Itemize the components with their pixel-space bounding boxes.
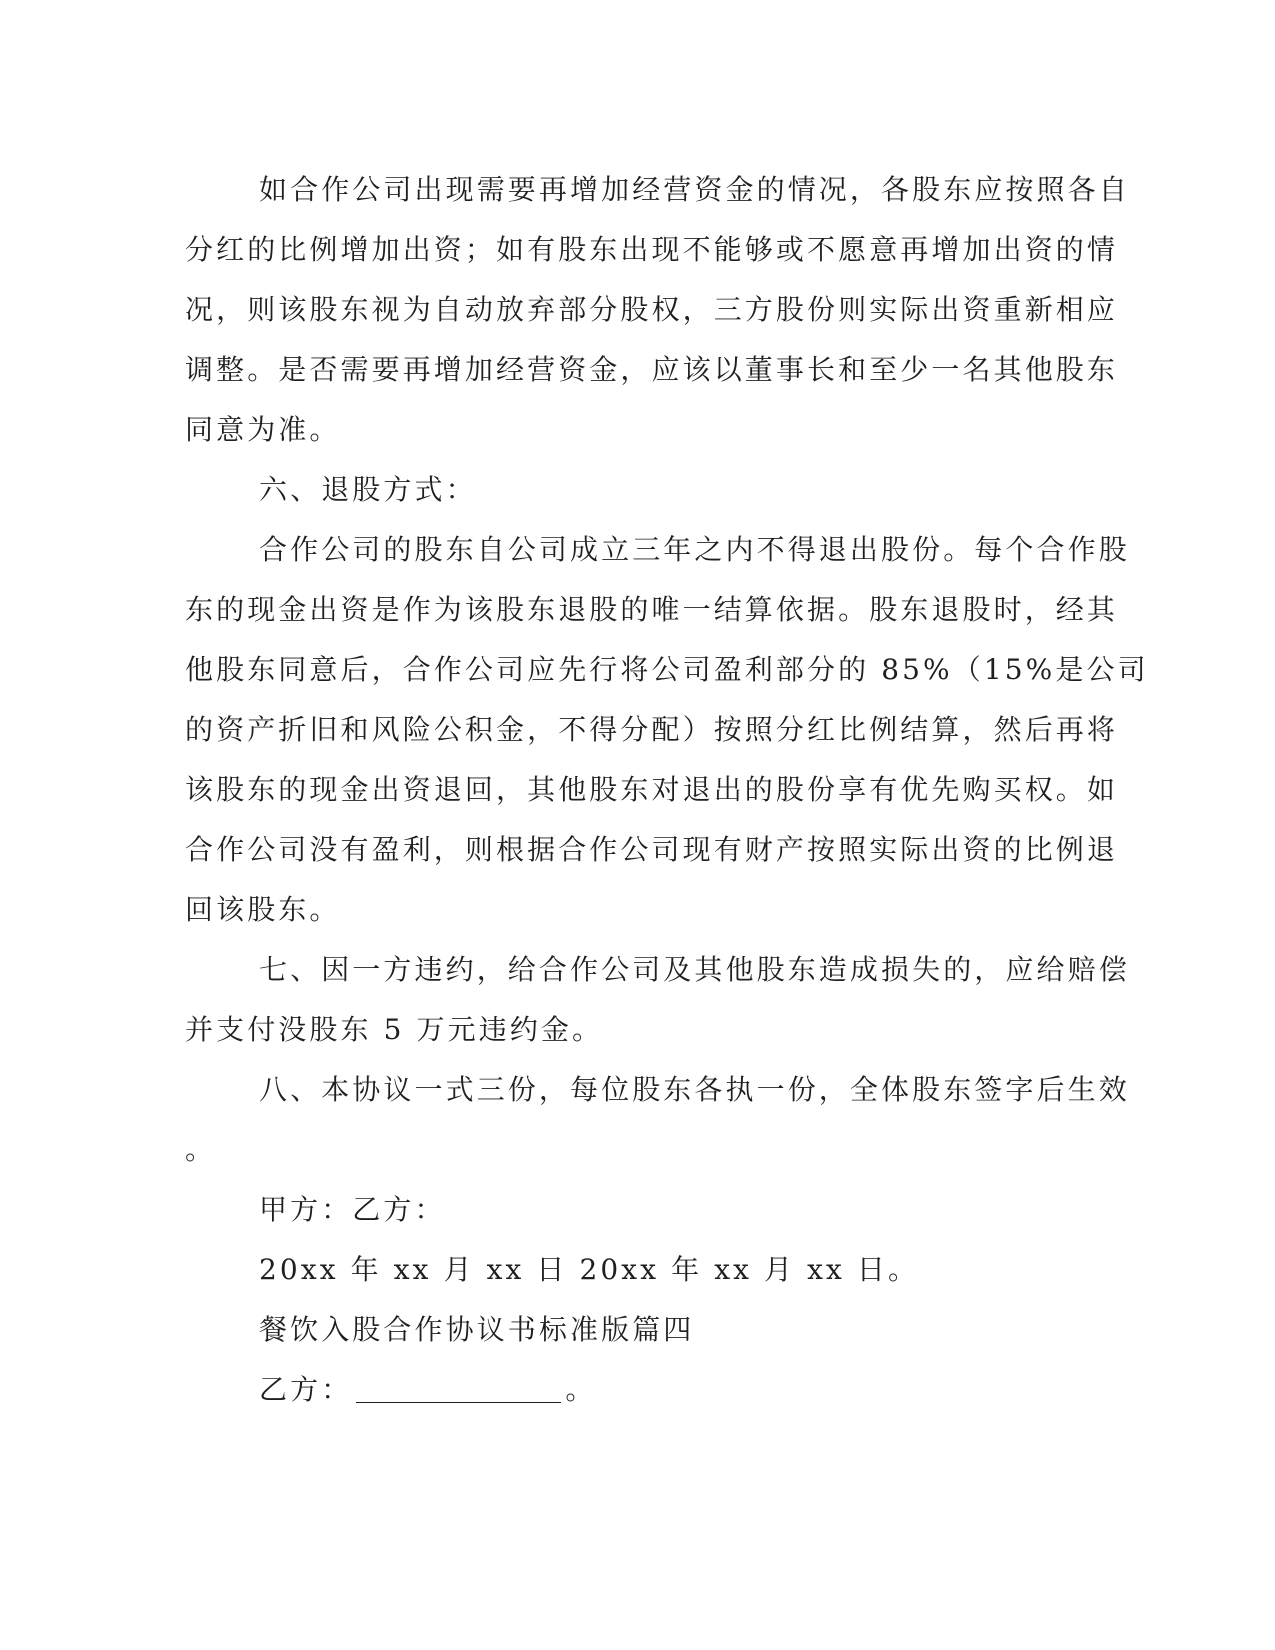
paragraph-line: 。 (185, 1133, 217, 1166)
document-content (185, 160, 1149, 1420)
section-heading: 六、退股方式： (259, 473, 477, 506)
signature-party-labels: 甲方：乙方： (259, 1193, 446, 1226)
paragraph-line: 如合作公司出现需要再增加经营资金的情况，各股东应按照各自 (259, 173, 1130, 206)
paragraph-line: 并支付没股东 5 万元违约金。 (185, 1013, 604, 1046)
paragraph-line: 况，则该股东视为自动放弃部分股权，三方股份则实际出资重新相应 (185, 293, 1119, 326)
paragraph-line: 调整。是否需要再增加经营资金，应该以董事长和至少一名其他股东 (185, 353, 1119, 386)
paragraph-line: 该股东的现金出资退回，其他股东对退出的股份享有优先购买权。如 (185, 773, 1119, 806)
party-b-label: 乙方： (259, 1373, 353, 1406)
signature-date-line: 20xx 年 xx 月 xx 日 20xx 年 xx 月 xx 日。 (259, 1253, 920, 1286)
party-b-signature-blank (356, 1401, 561, 1403)
paragraph-line: 八、本协议一式三份，每位股东各执一份，全体股东签字后生效 (259, 1073, 1130, 1106)
paragraph-line: 同意为准。 (185, 413, 341, 446)
paragraph-line: 合作公司的股东自公司成立三年之内不得退出股份。每个合作股 (259, 533, 1130, 566)
paragraph-line: 的资产折旧和风险公积金，不得分配）按照分红比例结算，然后再将 (185, 713, 1119, 746)
party-b-end-mark: 。 (565, 1373, 597, 1406)
paragraph-line: 他股东同意后，合作公司应先行将公司盈利部分的 85%（15%是公司 (185, 653, 1149, 686)
paragraph-line: 合作公司没有盈利，则根据合作公司现有财产按照实际出资的比例退 (185, 833, 1119, 866)
party-b-line (185, 1360, 1065, 1420)
paragraph-line: 回该股东。 (185, 893, 341, 926)
paragraph-line: 分红的比例增加出资；如有股东出现不能够或不愿意再增加出资的情 (185, 233, 1119, 266)
document-subheading: 餐饮入股合作协议书标准版篇四 (259, 1313, 695, 1346)
paragraph-line: 东的现金出资是作为该股东退股的唯一结算依据。股东退股时，经其 (185, 593, 1119, 626)
paragraph-line: 七、因一方违约，给合作公司及其他股东造成损失的，应给赔偿 (259, 953, 1130, 986)
